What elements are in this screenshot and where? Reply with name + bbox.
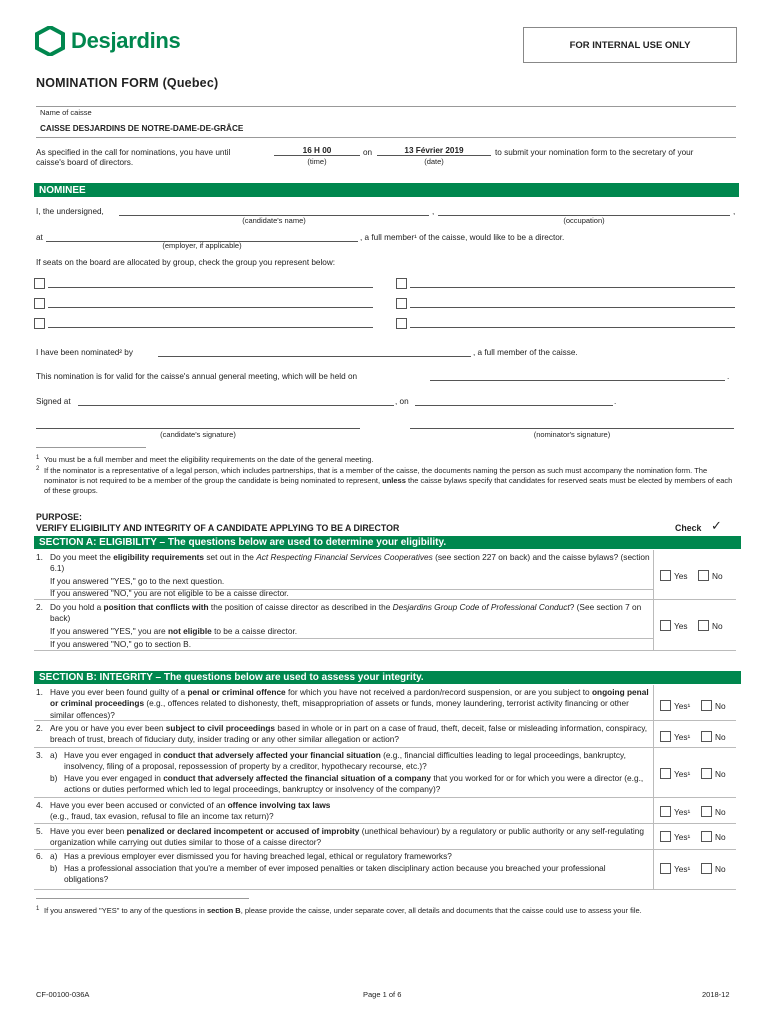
- member-text: , a full member¹ of the caisse, would like to be a director.: [360, 233, 565, 242]
- deadline-time-field[interactable]: 16 H 00: [274, 146, 360, 156]
- group-name-field[interactable]: [410, 316, 735, 328]
- b6-yes-option[interactable]: Yes¹: [660, 863, 690, 874]
- a2-no-checkbox[interactable]: [698, 620, 709, 631]
- b4-no-checkbox[interactable]: [701, 806, 712, 817]
- occupation-field[interactable]: [438, 204, 730, 216]
- section-a-q2-no-instruction: If you answered "NO," go to section B.: [50, 639, 192, 649]
- logo-text: Desjardins: [71, 28, 181, 53]
- b3-yes-option[interactable]: Yes¹: [660, 768, 690, 779]
- group-name-field[interactable]: [48, 316, 373, 328]
- form-code: CF-00100-036A: [36, 990, 90, 999]
- comma: ,: [733, 207, 736, 216]
- section-a-header: SECTION A: ELIGIBILITY – The questions below are used to determine your eligibility.: [34, 536, 741, 549]
- employer-label: (employer, if applicable): [162, 241, 242, 250]
- b3-no-option[interactable]: No: [701, 768, 726, 779]
- footnote-1: You must be a full member and meet the eligibility requirements on the date of the general meeting.: [44, 455, 374, 464]
- section-b-question-1: Have you ever been found guilty of a penal or criminal offence for which you have not received a pardon/record suspension, or are you subject to ongoing penal or criminal proceedings (e.g., offences related to dishonesty, theft, misappropriation of assets or funds, money laundering, terrorist activity financing or other similar offences)?: [50, 687, 649, 720]
- a2-yes-checkbox[interactable]: [660, 620, 671, 631]
- b5-yes-option[interactable]: Yes¹: [660, 831, 690, 842]
- b1-no-checkbox[interactable]: [701, 700, 712, 711]
- column-divider: [653, 685, 654, 889]
- time-label: (time): [307, 157, 327, 166]
- nominee-section-header: NOMINEE: [34, 183, 739, 197]
- b4-yes-checkbox[interactable]: [660, 806, 671, 817]
- b2-no-option[interactable]: No: [701, 731, 726, 742]
- form-version: 2018-12: [702, 990, 730, 999]
- deadline-date-field[interactable]: 13 Février 2019: [377, 146, 491, 156]
- undersigned-label: I, the undersigned,: [36, 207, 104, 216]
- call-text-1: As specified in the call for nominations, you have until: [36, 148, 231, 157]
- b3-no-checkbox[interactable]: [701, 768, 712, 779]
- divider: [34, 889, 736, 890]
- footnote-2-mark: 2: [36, 466, 40, 472]
- sub-question-letter: a): [50, 851, 58, 861]
- a1-yes-option[interactable]: Yes: [660, 570, 688, 581]
- divider: [34, 599, 736, 600]
- question-number: 1.: [36, 552, 43, 562]
- divider: [34, 720, 736, 721]
- desjardins-logo: [35, 26, 181, 56]
- at-word: at: [36, 233, 43, 242]
- period: .: [727, 372, 730, 381]
- b1-yes-option[interactable]: Yes¹: [660, 700, 690, 711]
- b4-yes-option[interactable]: Yes¹: [660, 806, 690, 817]
- section-b-question-3b: Have you ever engaged in conduct that adversely affected the financial situation of a company that you worked for or for which you were a director (e.g., actions or duties performed which led to legal proceedings, bankruptcy or insolvency of the company)?: [64, 773, 644, 795]
- divider: [36, 106, 736, 107]
- b3-yes-checkbox[interactable]: [660, 768, 671, 779]
- a1-no-option[interactable]: No: [698, 570, 723, 581]
- sub-question-letter: a): [50, 750, 58, 760]
- question-number: 4.: [36, 800, 43, 810]
- nominator-signature-field[interactable]: [410, 418, 734, 429]
- b5-yes-checkbox[interactable]: [660, 831, 671, 842]
- divider: [34, 747, 736, 748]
- group-name-field[interactable]: [48, 276, 373, 288]
- divider: [34, 650, 736, 651]
- section-b-question-6a: Has a previous employer ever dismissed you for having breached legal, ethical or regulatory frameworks?: [64, 851, 452, 861]
- b2-no-checkbox[interactable]: [701, 731, 712, 742]
- caisse-name-label: Name of caisse: [40, 108, 92, 117]
- internal-use-box: FOR INTERNAL USE ONLY: [523, 27, 737, 63]
- hexagon-logo-icon: [35, 26, 65, 56]
- page-title: NOMINATION FORM (Quebec): [36, 76, 219, 90]
- nominator-signature-label: (nominator's signature): [533, 430, 611, 439]
- divider: [34, 823, 736, 824]
- section-b-question-6b: Has a professional association that you're a member of ever imposed penalties or taken disciplinary action because you breached your professional obligations?: [64, 863, 606, 885]
- signed-place-field[interactable]: [78, 394, 394, 406]
- question-number: 6.: [36, 851, 43, 861]
- submit-text: to submit your nomination form to the secretary of your: [495, 148, 694, 157]
- b6-no-option[interactable]: No: [701, 863, 726, 874]
- candidate-name-label: (candidate's name): [242, 216, 306, 225]
- call-text-2: caisse's board of directors.: [36, 158, 134, 167]
- b4-no-option[interactable]: No: [701, 806, 726, 817]
- group-checkbox[interactable]: [34, 298, 45, 309]
- section-b-footnote: If you answered "YES" to any of the questions in section B, please provide the caisse, under separate cover, all details and documents that the caisse could use to assess your file.: [44, 906, 642, 915]
- purpose-subtitle: VERIFY ELIGIBILITY AND INTEGRITY OF A CANDIDATE APPLYING TO BE A DIRECTOR: [36, 523, 400, 533]
- sub-question-letter: b): [50, 773, 58, 783]
- group-name-field[interactable]: [410, 276, 735, 288]
- group-instructions: If seats on the board are allocated by group, check the group you represent below:: [36, 258, 336, 267]
- nominated-by-label: I have been nominated² by: [36, 348, 133, 357]
- group-name-field[interactable]: [410, 296, 735, 308]
- section-b-question-4: Have you ever been accused or convicted of an offence involving tax laws (e.g., fraud, tax evasion, refusal to file an income tax return)?: [50, 800, 331, 822]
- b5-no-option[interactable]: No: [701, 831, 726, 842]
- section-a-q2-yes-instruction: If you answered "YES," you are not eligible to be a caisse director.: [50, 626, 298, 636]
- on-word: on: [363, 148, 373, 157]
- candidate-signature-field[interactable]: [36, 418, 360, 429]
- nominator-name-field[interactable]: [158, 345, 471, 357]
- section-b-question-2: Are you or have you ever been subject to civil proceedings based in whole or in part on a case of fraud, theft, deceit, false or misleading information, conspiracy, breach of trust, breach of fiduciary duty, insider trading or any other similar allegation or action?: [50, 723, 648, 745]
- candidate-name-field[interactable]: [119, 204, 429, 216]
- b2-yes-checkbox[interactable]: [660, 731, 671, 742]
- section-a-question-1: Do you meet the eligibility requirements set out in the Act Respecting Financial Services Cooperatives (see section 227 on back) and the caisse bylaws? (section 6.1): [50, 552, 650, 574]
- period: .: [614, 397, 617, 406]
- group-checkbox[interactable]: [396, 298, 407, 309]
- footnote-1-mark: 1: [36, 455, 40, 461]
- question-number: 1.: [36, 687, 43, 697]
- section-a-question-2: Do you hold a position that conflicts with the position of caisse director as described in the Desjardins Group Code of Professional Conduct? (See section 7 on back): [50, 602, 642, 624]
- group-name-field[interactable]: [48, 296, 373, 308]
- question-number: 5.: [36, 826, 43, 836]
- section-b-question-3a: Have you ever engaged in conduct that adversely affected your financial situation (e.g., financial difficulties leading to legal proceedings, bankruptcy, insolvency, filing of a proposal, repossession of property by a creditor, hypothecary recourse, etc.)?: [64, 750, 626, 772]
- signed-on-label: , on: [395, 397, 409, 406]
- meeting-date-field[interactable]: [430, 369, 725, 381]
- question-number: 2.: [36, 602, 43, 612]
- caisse-name-value[interactable]: CAISSE DESJARDINS DE NOTRE-DAME-DE-GRÂCE: [40, 124, 244, 133]
- purpose-title: PURPOSE:: [36, 512, 82, 522]
- a1-yes-checkbox[interactable]: [660, 570, 671, 581]
- b1-no-option[interactable]: No: [701, 700, 726, 711]
- footnote-2: If the nominator is a representative of a legal person, which includes partnerships, that is a member of the caisse, the documents naming the person as such must accompany the nomination form. The nominator is not required to be a member of the group the candidate is being nominated to represent, unless the caisse bylaws specify that candidates for reserved seats must be elected by members of each of these groups.: [44, 466, 733, 495]
- question-number: 3.: [36, 750, 43, 760]
- candidate-signature-label: (candidate's signature): [160, 430, 236, 439]
- group-checkbox[interactable]: [396, 278, 407, 289]
- divider: [36, 137, 736, 138]
- section-a-q1-yes-instruction: If you answered "YES," go to the next question.: [50, 576, 225, 586]
- b1-yes-checkbox[interactable]: [660, 700, 671, 711]
- column-divider: [653, 550, 654, 650]
- b2-yes-option[interactable]: Yes¹: [660, 731, 690, 742]
- signed-date-field[interactable]: [415, 394, 613, 406]
- group-checkbox[interactable]: [34, 278, 45, 289]
- valid-for-text: This nomination is for valid for the caisse's annual general meeting, which will be held on: [36, 372, 358, 381]
- divider: [34, 849, 736, 850]
- question-number: 2.: [36, 723, 43, 733]
- footnote-mark: 1: [36, 906, 40, 912]
- section-a-q1-no-instruction: If you answered "NO," you are not eligible to be a caisse director.: [50, 588, 289, 598]
- sub-question-letter: b): [50, 863, 58, 873]
- signed-at-label: Signed at: [36, 397, 71, 406]
- footnote-divider: [36, 898, 249, 899]
- b5-no-checkbox[interactable]: [701, 831, 712, 842]
- checkmark-icon: ✓: [711, 518, 722, 533]
- a2-yes-option[interactable]: Yes: [660, 620, 688, 631]
- section-b-question-5: Have you ever been penalized or declared incompetent or accused of improbity (unethical behaviour) by a regulatory or public authority or any self-regulating organization while carrying out duties similar to those of a caisse director?: [50, 826, 644, 848]
- comma: ,: [432, 207, 435, 216]
- group-checkbox[interactable]: [34, 318, 45, 329]
- a2-no-option[interactable]: No: [698, 620, 723, 631]
- group-checkbox[interactable]: [396, 318, 407, 329]
- b6-no-checkbox[interactable]: [701, 863, 712, 874]
- b6-yes-checkbox[interactable]: [660, 863, 671, 874]
- full-member-text: , a full member of the caisse.: [473, 348, 578, 357]
- a1-no-checkbox[interactable]: [698, 570, 709, 581]
- occupation-label: (occupation): [563, 216, 605, 225]
- footnote-divider: [36, 447, 146, 448]
- page-number: Page 1 of 6: [363, 990, 402, 999]
- check-column-header: Check: [675, 523, 702, 533]
- date-label: (date): [424, 157, 444, 166]
- section-b-header: SECTION B: INTEGRITY – The questions below are used to assess your integrity.: [34, 671, 741, 684]
- divider: [34, 797, 736, 798]
